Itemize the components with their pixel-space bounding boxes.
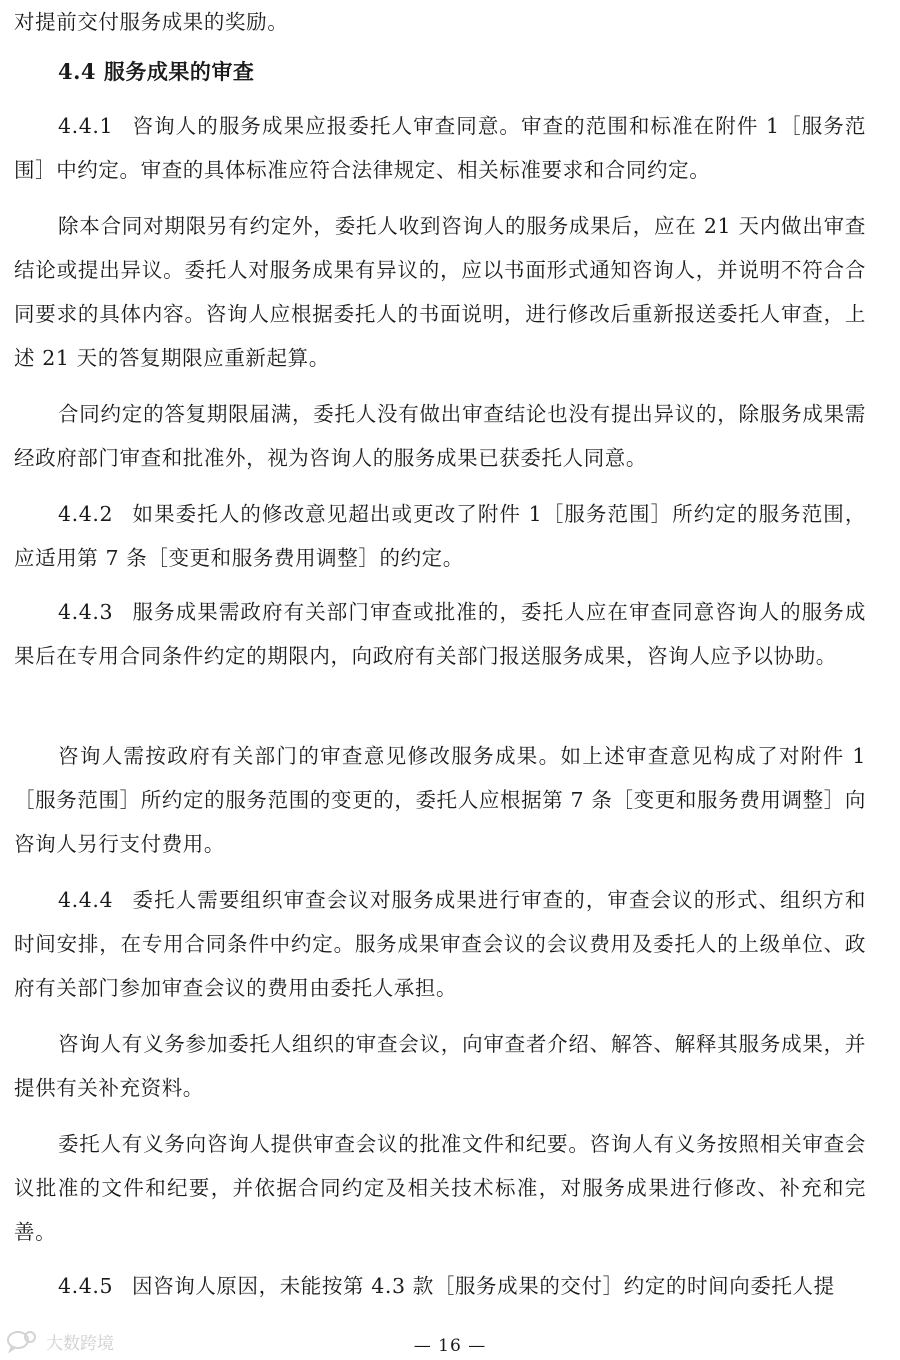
paragraph-4-4-1 — [14, 104, 866, 192]
paragraph-text: 咨询人的服务成果应报委托人审查同意。审查的范围和标准在附件 1［服务范围］中约定。审查的具体标准应符合法律规定、相关标准要求和合同约定。 — [14, 114, 866, 182]
paragraph: 除本合同对期限另有约定外，委托人收到咨询人的服务成果后，应在 21 天内做出审查结论或提出异议。委托人对服务成果有异议的，应以书面形式通知咨询人，并说明不符合合同要求的具体内容。咨询人应根据委托人的书面说明，进行修改后重新报送委托人审查，上述 21 天的答复期限应重新起算。 — [14, 214, 866, 370]
paragraph: 咨询人有义务参加委托人组织的审查会议，向审查者介绍、解答、解释其服务成果，并提供有关补充资料。 — [14, 1032, 866, 1100]
page-number: — 16 — — [413, 1336, 487, 1356]
paragraph: 委托人有义务向咨询人提供审查会议的批准文件和纪要。咨询人有义务按照相关审查会议批准的文件和纪要，并依据合同约定及相关技术标准，对服务成果进行修改、补充和完善。 — [14, 1132, 866, 1244]
paragraph: 咨询人需按政府有关部门的审查意见修改服务成果。如上述审查意见构成了对附件 1［服务范围］所约定的服务范围的变更的，委托人应根据第 7 条［变更和服务费用调整］向咨询人另行支付费用。 — [14, 744, 866, 856]
clause-number: 4.4.1 — [58, 114, 114, 138]
clause-number: 4.4.5 — [58, 1274, 114, 1298]
paragraph-text: 委托人需要组织审查会议对服务成果进行审查的，审查会议的形式、组织方和时间安排，在专用合同条件中约定。服务成果审查会议的会议费用及委托人的上级单位、政府有关部门参加审查会议的费用由委托人承担。 — [14, 888, 866, 1000]
paragraph-4-4-3 — [14, 590, 866, 678]
paragraph-text: 服务成果需政府有关部门审查或批准的，委托人应在审查同意咨询人的服务成果后在专用合同条件约定的期限内，向政府有关部门报送服务成果，咨询人应予以协助。 — [14, 600, 866, 668]
watermark-text: 大数跨境 — [46, 1333, 114, 1354]
paragraph-text: 因咨询人原因，未能按第 4.3 款［服务成果的交付］约定的时间向委托人提 — [132, 1274, 835, 1298]
paragraph: 合同约定的答复期限届满，委托人没有做出审查结论也没有提出异议的，除服务成果需经政府部门审查和批准外，视为咨询人的服务成果已获委托人同意。 — [14, 402, 866, 470]
paragraph-text: 如果委托人的修改意见超出或更改了附件 1［服务范围］所约定的服务范围，应适用第 7 条［变更和服务费用调整］的约定。 — [14, 502, 866, 570]
clause-number: 4.4.3 — [58, 600, 114, 624]
paragraph-4-4-4 — [14, 878, 866, 1010]
continued-line: 对提前交付服务成果的奖励。 — [14, 10, 289, 34]
clause-number: 4.4.4 — [58, 888, 114, 912]
section-heading: 4.4 服务成果的审查 — [58, 59, 255, 84]
clause-number: 4.4.2 — [58, 502, 114, 526]
paragraph-4-4-2 — [14, 492, 866, 580]
paragraph-4-4-5 — [14, 1264, 866, 1308]
